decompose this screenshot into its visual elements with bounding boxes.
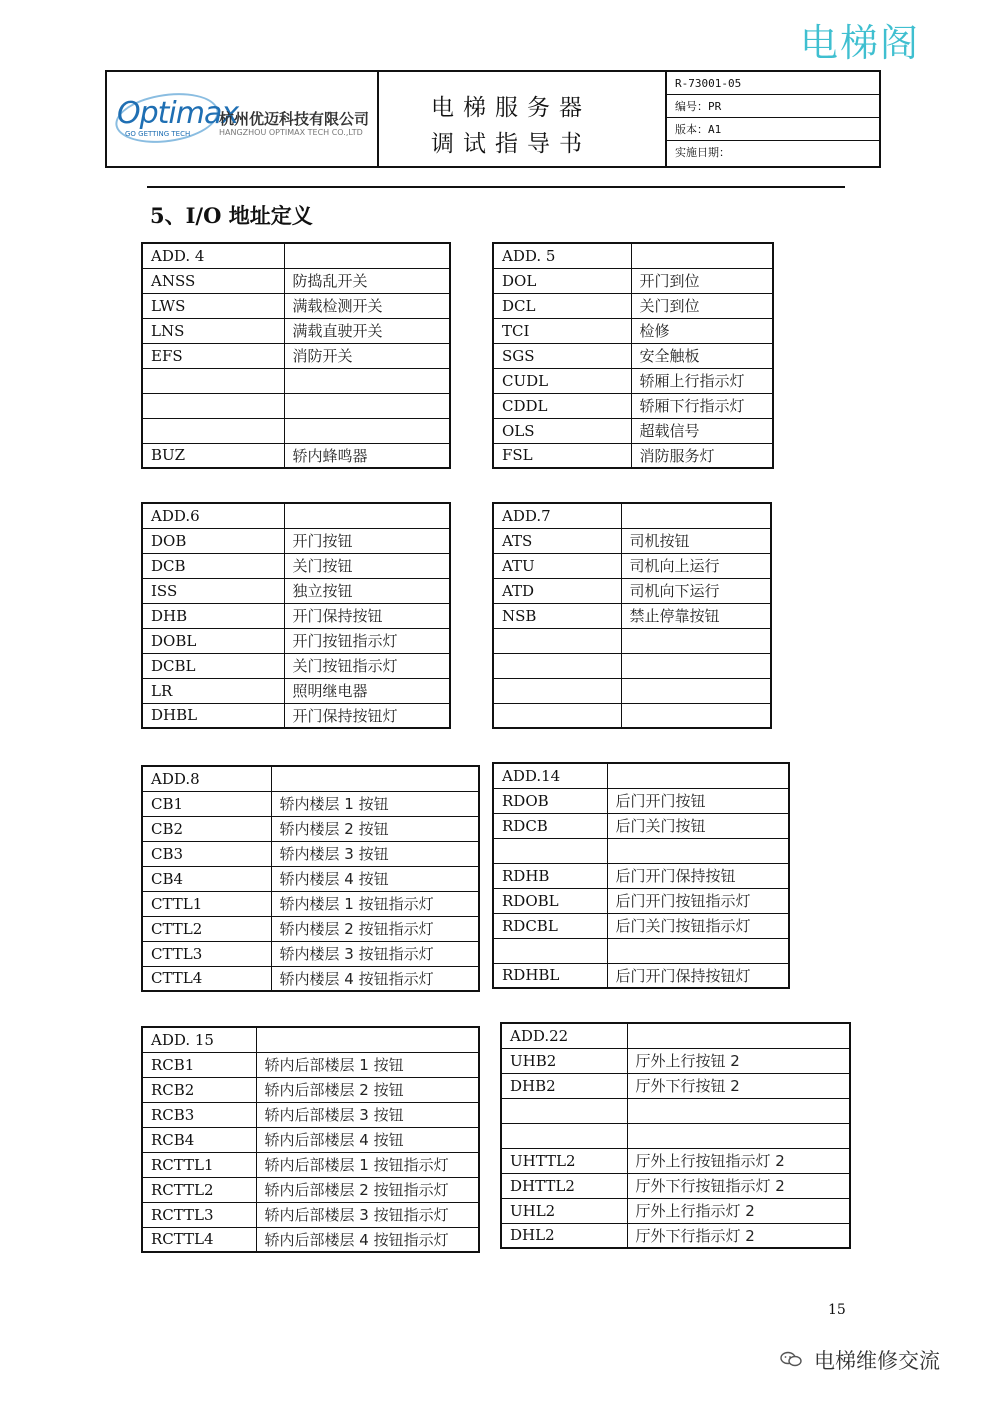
signal-code: RCTTL1 <box>142 1152 256 1177</box>
table-row <box>142 368 450 393</box>
signal-code: FSL <box>493 443 631 468</box>
page-number: 15 <box>828 1302 846 1318</box>
signal-description: 超载信号 <box>631 418 773 443</box>
doc-title-line1: 电梯服务器 <box>431 95 591 121</box>
signal-description: 后门关门按钮指示灯 <box>607 913 789 938</box>
address-label: ADD.7 <box>493 503 621 528</box>
signal-description <box>627 1123 850 1148</box>
signal-description: 安全触板 <box>631 343 773 368</box>
signal-description: 禁止停靠按钮 <box>621 603 771 628</box>
signal-code: UHB2 <box>501 1048 627 1073</box>
table-header-row <box>142 766 479 791</box>
signal-code: ISS <box>142 578 284 603</box>
signal-code: ANSS <box>142 268 284 293</box>
signal-description <box>607 838 789 863</box>
table-row <box>493 838 789 863</box>
table-row <box>501 1223 850 1248</box>
signal-code: CB3 <box>142 841 271 866</box>
signal-code <box>493 628 621 653</box>
doc-title-line2: 调试指导书 <box>431 131 591 157</box>
signal-code: RCTTL3 <box>142 1202 256 1227</box>
table-row <box>493 788 789 813</box>
address-label: ADD.8 <box>142 766 271 791</box>
table-row <box>142 268 450 293</box>
table-row <box>142 1202 479 1227</box>
io-table-add5 <box>492 242 774 469</box>
table-header-row <box>142 243 450 268</box>
signal-description <box>607 938 789 963</box>
signal-code: LR <box>142 678 284 703</box>
signal-code: LNS <box>142 318 284 343</box>
signal-code: ATU <box>493 553 621 578</box>
table-row <box>501 1048 850 1073</box>
table-row <box>493 603 771 628</box>
table-row <box>142 703 450 728</box>
table-row <box>501 1073 850 1098</box>
signal-description: 消防服务灯 <box>631 443 773 468</box>
signal-code: DCL <box>493 293 631 318</box>
table-row <box>142 1102 479 1127</box>
signal-code: RDOB <box>493 788 607 813</box>
signal-description <box>284 393 450 418</box>
signal-code: RCTTL4 <box>142 1227 256 1252</box>
signal-description: 防捣乱开关 <box>284 268 450 293</box>
address-blank <box>284 243 450 268</box>
signal-description: 厅外下行按钮 2 <box>627 1073 850 1098</box>
io-table-add15 <box>141 1026 480 1253</box>
signal-description: 后门开门保持按钮灯 <box>607 963 789 988</box>
signal-code: DHTTL2 <box>501 1173 627 1198</box>
signal-description: 消防开关 <box>284 343 450 368</box>
signal-description: 轿内后部楼层 1 按钮指示灯 <box>256 1152 479 1177</box>
signal-code: CB2 <box>142 816 271 841</box>
signal-description: 厅外上行指示灯 2 <box>627 1198 850 1223</box>
table-row <box>493 913 789 938</box>
signal-code: RCB4 <box>142 1127 256 1152</box>
io-table-add6 <box>141 502 451 729</box>
table-row <box>142 1227 479 1252</box>
signal-code: DHBL <box>142 703 284 728</box>
doc-number: R-73001-05 <box>667 72 881 95</box>
signal-description: 独立按钮 <box>284 578 450 603</box>
signal-code: DHB2 <box>501 1073 627 1098</box>
signal-description <box>621 703 771 728</box>
table-row <box>493 578 771 603</box>
table-row <box>142 966 479 991</box>
address-blank <box>631 243 773 268</box>
table-row <box>501 1098 850 1123</box>
logo-cell <box>107 72 379 166</box>
table-row <box>493 888 789 913</box>
signal-description <box>284 418 450 443</box>
section-title: 5、I/O 地址定义 <box>150 203 313 228</box>
signal-description: 开门保持按钮灯 <box>284 703 450 728</box>
signal-code: RDCB <box>493 813 607 838</box>
company-name-en: HANGZHOU OPTIMAX TECH CO.,LTD <box>219 128 363 137</box>
table-row <box>142 603 450 628</box>
signal-description: 后门开门按钮 <box>607 788 789 813</box>
address-blank <box>621 503 771 528</box>
signal-code: NSB <box>493 603 621 628</box>
document-header <box>105 70 881 168</box>
table-row <box>142 1127 479 1152</box>
table-row <box>142 791 479 816</box>
signal-description: 关门按钮 <box>284 553 450 578</box>
table-row <box>501 1148 850 1173</box>
table-row <box>501 1198 850 1223</box>
table-row <box>493 813 789 838</box>
title-cell <box>379 72 667 166</box>
signal-code: LWS <box>142 293 284 318</box>
signal-code: RCTTL2 <box>142 1177 256 1202</box>
signal-code: TCI <box>493 318 631 343</box>
signal-description: 关门到位 <box>631 293 773 318</box>
table-row <box>493 863 789 888</box>
signal-code: DOL <box>493 268 631 293</box>
signal-description: 司机按钮 <box>621 528 771 553</box>
table-row <box>493 268 773 293</box>
signal-description <box>627 1098 850 1123</box>
signal-code: CTTL3 <box>142 941 271 966</box>
signal-code: BUZ <box>142 443 284 468</box>
signal-code <box>142 368 284 393</box>
table-row <box>142 1177 479 1202</box>
signal-description: 轿厢上行指示灯 <box>631 368 773 393</box>
signal-description: 轿内后部楼层 2 按钮 <box>256 1077 479 1102</box>
wechat-icon <box>780 1351 802 1367</box>
signal-description <box>621 678 771 703</box>
doc-version: 版本：A1 <box>667 118 881 141</box>
table-row <box>142 293 450 318</box>
address-label: ADD. 4 <box>142 243 284 268</box>
logo-tagline: GO GETTING TECH <box>125 130 191 138</box>
signal-description: 轿内楼层 3 按钮 <box>271 841 479 866</box>
signal-code <box>142 393 284 418</box>
address-label: ADD.14 <box>493 763 607 788</box>
table-header-row <box>501 1023 850 1048</box>
table-row <box>142 841 479 866</box>
table-row <box>493 678 771 703</box>
signal-code <box>493 838 607 863</box>
signal-code: OLS <box>493 418 631 443</box>
signal-code: UHL2 <box>501 1198 627 1223</box>
table-row <box>142 528 450 553</box>
signal-description: 满载检测开关 <box>284 293 450 318</box>
signal-code: RDCBL <box>493 913 607 938</box>
signal-code <box>501 1123 627 1148</box>
signal-code: UHTTL2 <box>501 1148 627 1173</box>
header-divider <box>147 186 845 188</box>
table-row <box>142 891 479 916</box>
table-row <box>493 938 789 963</box>
table-row <box>142 916 479 941</box>
signal-description: 开门到位 <box>631 268 773 293</box>
signal-code: DOBL <box>142 628 284 653</box>
signal-description: 后门开门保持按钮 <box>607 863 789 888</box>
signal-code: CB4 <box>142 866 271 891</box>
table-row <box>493 528 771 553</box>
signal-code: CDDL <box>493 393 631 418</box>
signal-code <box>493 678 621 703</box>
info-cell <box>667 72 881 166</box>
table-row <box>142 653 450 678</box>
signal-code: DHL2 <box>501 1223 627 1248</box>
signal-description: 司机向上运行 <box>621 553 771 578</box>
signal-code: CUDL <box>493 368 631 393</box>
table-row <box>493 368 773 393</box>
signal-code: CTTL2 <box>142 916 271 941</box>
signal-description: 厅外上行按钮指示灯 2 <box>627 1148 850 1173</box>
table-row <box>493 318 773 343</box>
table-header-row <box>493 503 771 528</box>
signal-description: 轿内后部楼层 1 按钮 <box>256 1052 479 1077</box>
address-blank <box>271 766 479 791</box>
table-row <box>142 578 450 603</box>
signal-description: 后门关门按钮 <box>607 813 789 838</box>
wechat-label: 电梯维修交流 <box>814 1349 940 1373</box>
signal-code: DHB <box>142 603 284 628</box>
table-row <box>142 553 450 578</box>
table-row <box>493 963 789 988</box>
signal-code: CTTL1 <box>142 891 271 916</box>
signal-description: 轿内后部楼层 4 按钮指示灯 <box>256 1227 479 1252</box>
table-row <box>493 393 773 418</box>
table-row <box>493 418 773 443</box>
signal-code: EFS <box>142 343 284 368</box>
address-label: ADD. 15 <box>142 1027 256 1052</box>
table-row <box>142 628 450 653</box>
address-label: ADD.6 <box>142 503 284 528</box>
io-table-add14 <box>492 762 790 989</box>
signal-code: CB1 <box>142 791 271 816</box>
signal-description: 轿内楼层 4 按钮指示灯 <box>271 966 479 991</box>
signal-description: 轿内楼层 3 按钮指示灯 <box>271 941 479 966</box>
logo-wordmark: Optimax <box>117 96 239 131</box>
signal-description: 轿内楼层 1 按钮指示灯 <box>271 891 479 916</box>
signal-code: DCB <box>142 553 284 578</box>
signal-description: 轿内楼层 2 按钮指示灯 <box>271 916 479 941</box>
io-table-add4 <box>141 242 451 469</box>
table-row <box>142 1152 479 1177</box>
table-row <box>493 343 773 368</box>
address-blank <box>607 763 789 788</box>
table-row <box>493 628 771 653</box>
doc-code: 编号：PR <box>667 95 881 118</box>
signal-description: 厅外下行按钮指示灯 2 <box>627 1173 850 1198</box>
signal-code: RCB3 <box>142 1102 256 1127</box>
signal-description <box>284 368 450 393</box>
table-row <box>493 653 771 678</box>
signal-description: 满载直驶开关 <box>284 318 450 343</box>
signal-code: DCBL <box>142 653 284 678</box>
signal-description: 照明继电器 <box>284 678 450 703</box>
signal-code: RDOBL <box>493 888 607 913</box>
signal-code <box>142 418 284 443</box>
signal-description: 轿内后部楼层 3 按钮 <box>256 1102 479 1127</box>
signal-code: RDHB <box>493 863 607 888</box>
table-row <box>142 443 450 468</box>
signal-code: ATD <box>493 578 621 603</box>
doc-date: 实施日期： <box>675 146 730 159</box>
signal-description: 轿内蜂鸣器 <box>284 443 450 468</box>
table-row <box>493 703 771 728</box>
signal-code: DOB <box>142 528 284 553</box>
signal-code: RCB1 <box>142 1052 256 1077</box>
table-row <box>142 1077 479 1102</box>
table-row <box>142 678 450 703</box>
signal-description: 厅外上行按钮 2 <box>627 1048 850 1073</box>
signal-code: RCB2 <box>142 1077 256 1102</box>
signal-description: 厅外下行指示灯 2 <box>627 1223 850 1248</box>
signal-description: 司机向下运行 <box>621 578 771 603</box>
table-row <box>493 553 771 578</box>
table-row <box>142 816 479 841</box>
table-row <box>142 393 450 418</box>
signal-code: CTTL4 <box>142 966 271 991</box>
address-blank <box>627 1023 850 1048</box>
table-row <box>142 941 479 966</box>
signal-description: 后门开门按钮指示灯 <box>607 888 789 913</box>
address-blank <box>256 1027 479 1052</box>
io-table-add7 <box>492 502 772 729</box>
table-row <box>142 418 450 443</box>
signal-code: ATS <box>493 528 621 553</box>
signal-description: 轿内楼层 2 按钮 <box>271 816 479 841</box>
io-table-add22 <box>500 1022 851 1249</box>
signal-description: 检修 <box>631 318 773 343</box>
signal-description: 开门按钮 <box>284 528 450 553</box>
signal-description: 轿内楼层 4 按钮 <box>271 866 479 891</box>
table-row <box>142 343 450 368</box>
address-label: ADD.22 <box>501 1023 627 1048</box>
watermark-text: 电梯阁 <box>800 21 921 65</box>
signal-code <box>493 938 607 963</box>
address-blank <box>284 503 450 528</box>
signal-description: 开门按钮指示灯 <box>284 628 450 653</box>
signal-description: 轿内后部楼层 4 按钮 <box>256 1127 479 1152</box>
signal-code: RDHBL <box>493 963 607 988</box>
signal-description: 轿内后部楼层 2 按钮指示灯 <box>256 1177 479 1202</box>
company-name-cn: 杭州优迈科技有限公司 <box>219 110 370 128</box>
table-header-row <box>142 503 450 528</box>
signal-description <box>621 653 771 678</box>
signal-code <box>493 703 621 728</box>
table-row <box>501 1173 850 1198</box>
signal-description: 关门按钮指示灯 <box>284 653 450 678</box>
table-header-row <box>493 243 773 268</box>
signal-description: 轿内楼层 1 按钮 <box>271 791 479 816</box>
signal-description: 开门保持按钮 <box>284 603 450 628</box>
table-row <box>501 1123 850 1148</box>
signal-description: 轿厢下行指示灯 <box>631 393 773 418</box>
table-row <box>142 1052 479 1077</box>
signal-code <box>501 1098 627 1123</box>
address-label: ADD. 5 <box>493 243 631 268</box>
io-table-add8 <box>141 765 480 992</box>
table-row <box>493 293 773 318</box>
table-row <box>142 866 479 891</box>
signal-description <box>621 628 771 653</box>
table-row <box>493 443 773 468</box>
signal-code: SGS <box>493 343 631 368</box>
signal-code <box>493 653 621 678</box>
table-row <box>142 318 450 343</box>
table-header-row <box>493 763 789 788</box>
table-header-row <box>142 1027 479 1052</box>
signal-description: 轿内后部楼层 3 按钮指示灯 <box>256 1202 479 1227</box>
